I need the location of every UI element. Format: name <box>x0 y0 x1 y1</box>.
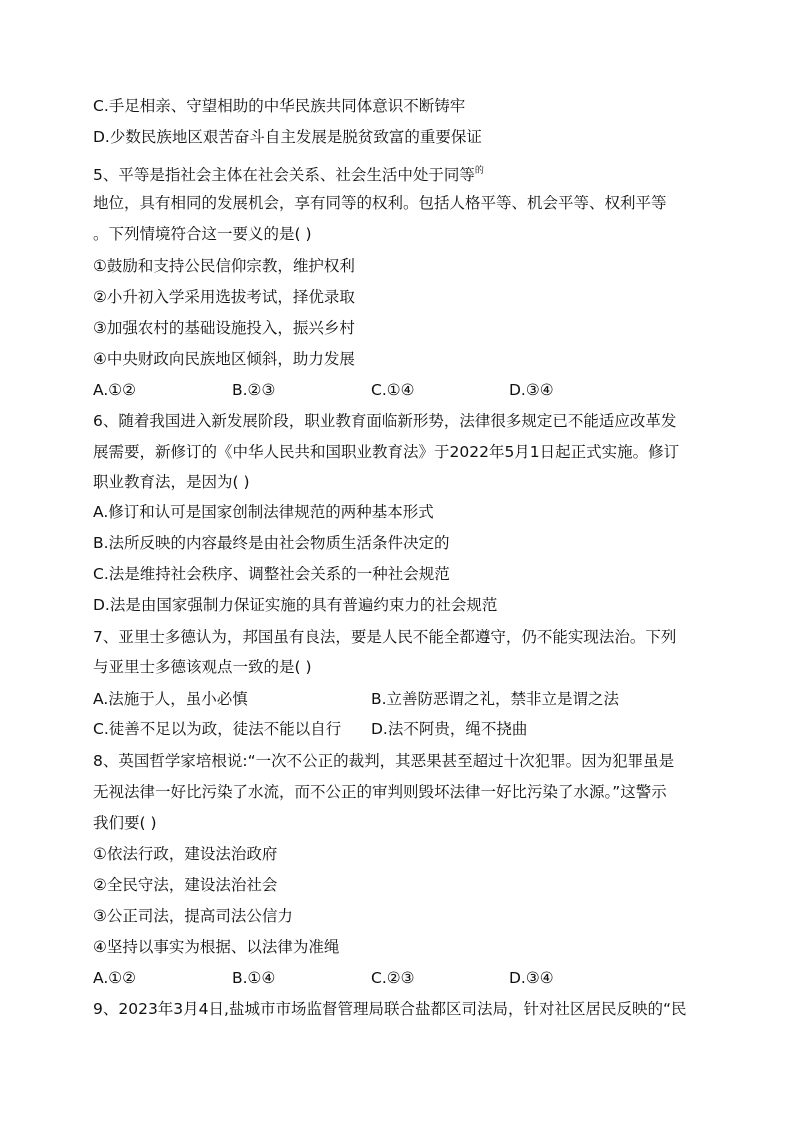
q4-option-c: C.手足相亲、守望相助的中华民族共同体意识不断铸牢 <box>93 97 466 115</box>
q8-option-b: B.①④ <box>232 969 276 987</box>
q5-stem-line3: 。下列情境符合这一要义的是( ) <box>93 225 312 243</box>
q7-stem-line1: 7、亚里士多德认为，邦国虽有良法，要是人民不能全都遵守，仍不能实现法治。下列 <box>93 628 677 646</box>
q5-stem-sup: 的 <box>474 166 484 176</box>
q5-stem-line1 <box>93 160 484 182</box>
q8-option-c: C.②③ <box>371 969 415 987</box>
q6-option-c: C.法是维持社会秩序、调整社会关系的一种社会规范 <box>93 565 450 583</box>
q7-option-c: C.徒善不足以为政，徒法不能以自行 <box>93 720 342 738</box>
q8-stem-line2: 无视法律一好比污染了水流，而不公正的审判则毁坏法律一好比污染了水源。”这警示 <box>93 783 667 801</box>
q5-stem-text: 5、平等是指社会主体在社会关系、社会生活中处于同等 <box>93 166 475 184</box>
q6-stem-line3: 职业教育法，是因为( ) <box>93 473 250 491</box>
q6-option-b: B.法所反映的内容最终是由社会物质生活条件决定的 <box>93 534 450 552</box>
q6-option-a: A.修订和认可是国家创制法律规范的两种基本形式 <box>93 503 434 521</box>
q8-stem-line1: 8、英国哲学家培根说:“一次不公正的裁判，其恶果甚至超过十次犯罪。因为犯罪虽是 <box>93 752 675 770</box>
q8-item-1: ①依法行政，建设法治政府 <box>93 845 278 863</box>
q8-item-3: ③公正司法，提高司法公信力 <box>93 907 293 925</box>
q7-stem-line2: 与亚里士多德该观点一致的是( ) <box>93 658 312 676</box>
q5-option-b: B.②③ <box>232 381 276 399</box>
q5-option-a: A.①② <box>93 381 137 399</box>
q5-option-c: C.①④ <box>371 381 415 399</box>
q6-option-d: D.法是由国家强制力保证实施的具有普遍约束力的社会规范 <box>93 596 498 614</box>
q5-item-3: ③加强农村的基础设施投入，振兴乡村 <box>93 319 355 337</box>
q8-item-2: ②全民守法，建设法治社会 <box>93 876 278 894</box>
q5-item-4: ④中央财政向民族地区倾斜，助力发展 <box>93 350 355 368</box>
q8-item-4: ④坚持以事实为根据、以法律为准绳 <box>93 938 340 956</box>
q4-option-d: D.少数民族地区艰苦奋斗自主发展是脱贫致富的重要保证 <box>93 128 482 146</box>
q6-stem-line1: 6、随着我国进入新发展阶段，职业教育面临新形势，法律很多规定已不能适应改革发 <box>93 412 677 430</box>
q5-item-1: ①鼓励和支持公民信仰宗教，维护权利 <box>93 257 355 275</box>
q8-option-a: A.①② <box>93 969 137 987</box>
q7-option-b: B.立善防恶谓之礼，禁非立是谓之法 <box>371 690 620 708</box>
q8-stem-line3: 我们要( ) <box>93 814 157 832</box>
q5-item-2: ②小升初入学采用选拔考试，择优录取 <box>93 288 355 306</box>
q9-stem-line1: 9、2023年3月4日,盐城市市场监督管理局联合盐都区司法局，针对社区居民反映的“民 <box>93 1000 687 1018</box>
q5-stem-line2: 地位，具有相同的发展机会，享有同等的权利。包括人格平等、机会平等、权利平等 <box>93 194 667 212</box>
q7-option-a: A.法施于人，虽小必慎 <box>93 690 248 708</box>
q8-option-d: D.③④ <box>509 969 554 987</box>
q7-option-d: D.法不阿贵，绳不挠曲 <box>371 720 528 738</box>
q5-option-d: D.③④ <box>509 381 554 399</box>
q6-stem-line2: 展需要，新修订的《中华人民共和国职业教育法》于2022年5月1日起正式实施。修订 <box>93 443 680 461</box>
